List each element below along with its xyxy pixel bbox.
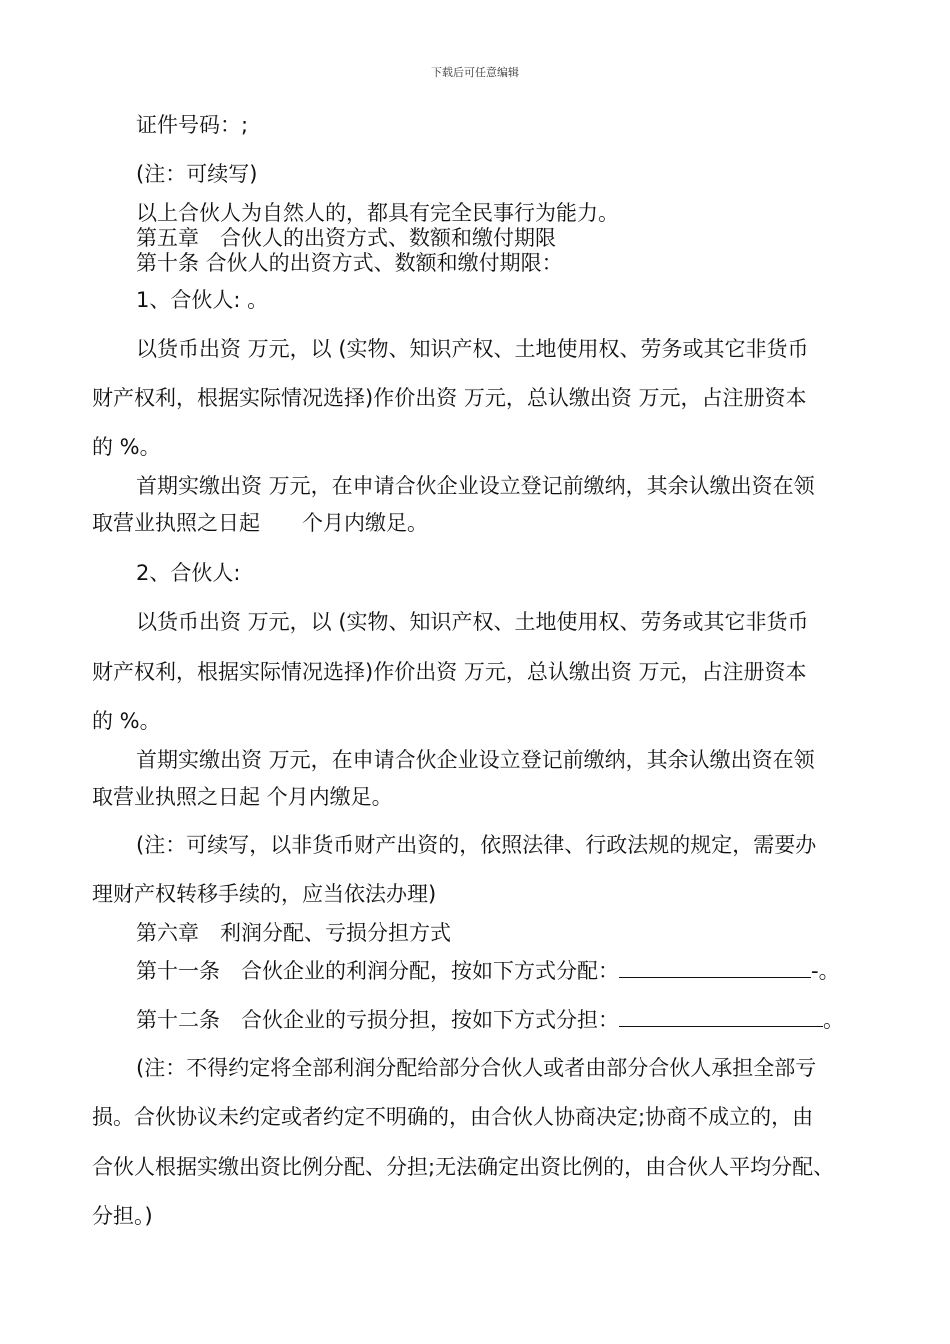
chapter-heading: 第五章 合伙人的出资方式、数额和缴付期限: [136, 226, 556, 250]
article-12-text: 第十二条 合伙企业的亏损分担，按如下方式分担：: [136, 1008, 619, 1032]
loss-blank-field: [619, 1006, 823, 1027]
paragraph-line: 财产权利，根据实际情况选择)作价出资 万元，总认缴出资 万元，占注册资本: [92, 660, 807, 684]
profit-blank-field: [619, 957, 811, 978]
paragraph-line: 取营业执照之日起 个月内缴足。: [92, 511, 428, 535]
paragraph-line: 财产权利，根据实际情况选择)作价出资 万元，总认缴出资 万元，占注册资本: [92, 386, 807, 410]
note-line: (注：可续写): [136, 162, 258, 186]
partner-item: 1、合伙人: 。: [136, 288, 269, 312]
note-line: 合伙人根据实缴出资比例分配、分担;无法确定出资比例的，由合伙人平均分配、: [92, 1155, 835, 1179]
note-line: 损。合伙协议未约定或者约定不明确的，由合伙人协商决定;协商不成立的，由: [92, 1105, 814, 1129]
paragraph-line: 的 %。: [92, 709, 161, 733]
article-11-text: 第十一条 合伙企业的利润分配，按如下方式分配：: [136, 959, 619, 983]
note-line: (注：可续写，以非货币财产出资的，依照法律、行政法规的规定，需要办: [136, 833, 817, 857]
article-11-end: -。: [811, 959, 840, 983]
paragraph-line: 以货币出资 万元，以 (实物、知识产权、土地使用权、劳务或其它非货币: [136, 610, 809, 634]
note-line: 分担。): [92, 1204, 153, 1228]
article-heading: 第十条 合伙人的出资方式、数额和缴付期限：: [136, 251, 563, 275]
paragraph-line: 的 %。: [92, 435, 161, 459]
paragraph-line: 首期实缴出资 万元，在申请合伙企业设立登记前缴纳，其余认缴出资在领: [136, 748, 815, 772]
note-line: 理财产权转移手续的，应当依法办理): [92, 882, 437, 906]
paragraph-line: 取营业执照之日起 个月内缴足。: [92, 785, 393, 809]
article-12-end: 。: [823, 1008, 844, 1032]
chapter-heading: 第六章 利润分配、亏损分担方式: [136, 921, 451, 945]
paragraph-line: 以货币出资 万元，以 (实物、知识产权、土地使用权、劳务或其它非货币: [136, 337, 809, 361]
partner-item: 2、合伙人:: [136, 561, 241, 585]
page-header: 下载后可任意编辑: [431, 66, 519, 79]
note-line: (注：不得约定将全部利润分配给部分合伙人或者由部分合伙人承担全部亏: [136, 1056, 817, 1080]
paragraph-line: 首期实缴出资 万元，在申请合伙企业设立登记前缴纳，其余认缴出资在领: [136, 474, 815, 498]
id-number-line: 证件号码：;: [136, 113, 249, 137]
paragraph-line: 以上合伙人为自然人的，都具有完全民事行为能力。: [136, 201, 619, 225]
article-12-line: [136, 1006, 844, 1033]
article-11-line: [136, 957, 840, 984]
